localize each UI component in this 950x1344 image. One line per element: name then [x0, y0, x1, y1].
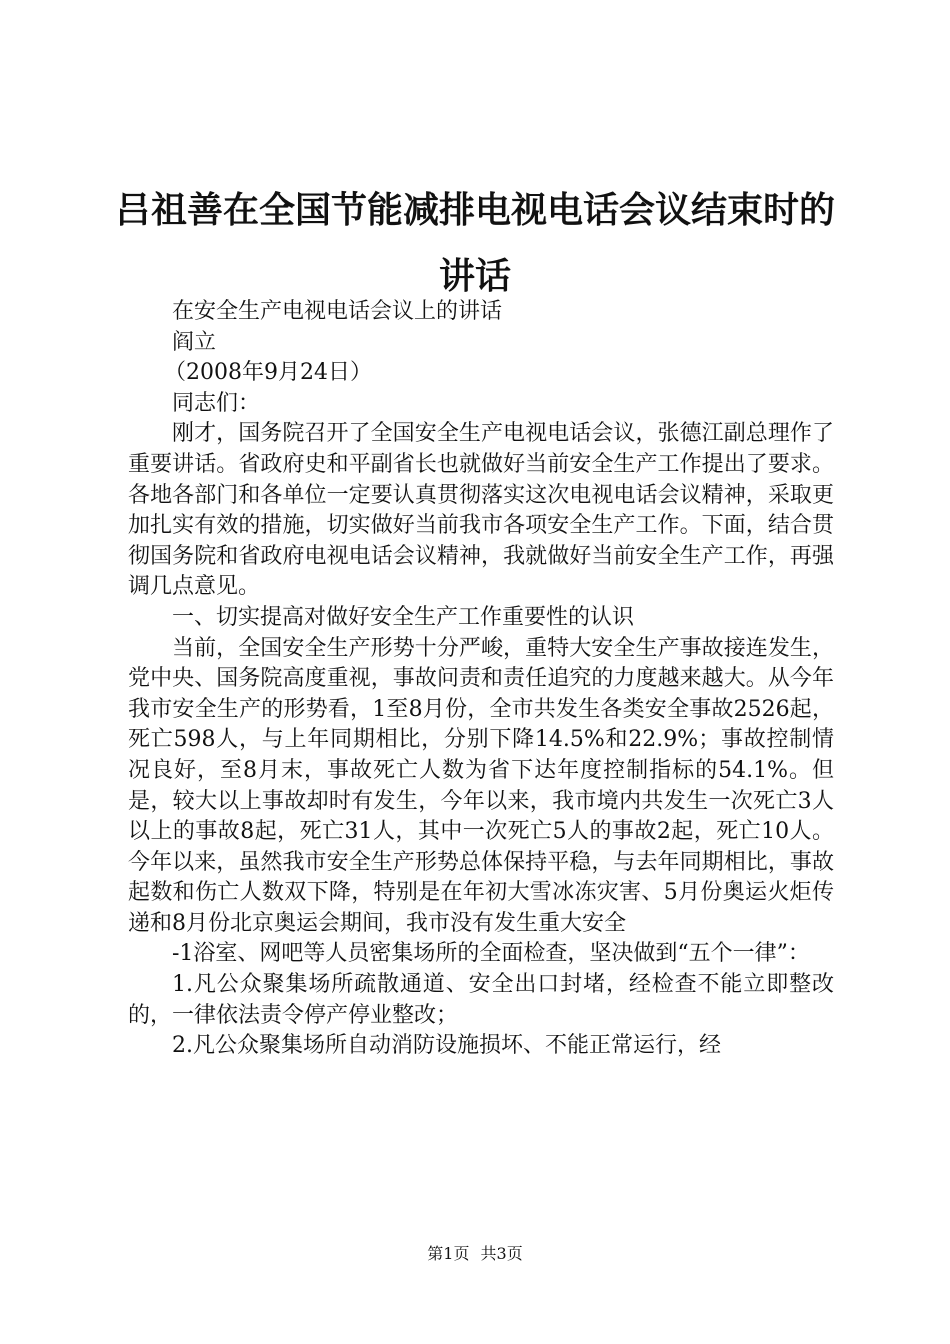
section-heading-1: 一、切实提高对做好安全生产工作重要性的认识: [172, 604, 635, 630]
list-item-1: 1.凡公众聚集场所疏散通道、安全出口封堵，经检查不能立即整改的，一律依法责令停产停业整改；: [128, 972, 834, 1028]
speaker-name: 阎立: [172, 329, 217, 355]
page-number: 第1页: [427, 1244, 470, 1263]
paragraph-situation: 当前，全国安全生产形势十分严峻，重特大安全生产事故接连发生，党中央、国务院高度重视，事故问责和责任追究的力度越来越大。从今年我市安全生产的形势看，1至8月份，全市共发生各类安全事故2526起，死亡598人，与上年同期相比，分别下降14.5%和22.9%；事故控制情况良好，至8月末，事故死亡人数为省下达年度控制指标的54.1%。但是，较大以上事故却时有发生，今年以来，我市境内共发生一次死亡3人以上的事故8起，死亡31人，其中一次死亡5人的事故2起，死亡10人。今年以来，虽然我市安全生产形势总体保持平稳，与去年同期相比，事故起数和伤亡人数双下降，特别是在年初大雪冰冻灾害、5月份奥运火炬传递和8月份北京奥运会期间，我市没有发生重大安全: [128, 635, 834, 936]
page-footer: [0, 1244, 950, 1264]
paragraph-intro: 刚才，国务院召开了全国安全生产电视电话会议，张德江副总理作了重要讲话。省政府史和平副省长也就做好当前安全生产工作提出了要求。各地各部门和各单位一定要认真贯彻落实这次电视电话会议精神，采取更加扎实有效的措施，切实做好当前我市各项安全生产工作。下面，结合贯彻国务院和省政府电视电话会议精神，我就做好当前安全生产工作，再强调几点意见。: [128, 421, 834, 600]
document-title: 吕祖善在全国节能减排电视电话会议结束时的讲话: [114, 190, 835, 297]
list-item-2: 2.凡公众聚集场所自动消防设施损坏、不能正常运行，经: [172, 1033, 721, 1059]
speech-subtitle: 在安全生产电视电话会议上的讲话: [172, 299, 503, 324]
paragraph-inspection: -1浴室、网吧等人员密集场所的全面检查，坚决做到“五个一律”：: [172, 941, 810, 967]
document-body: [128, 297, 834, 1062]
page-total: 共3页: [480, 1244, 523, 1263]
speech-date: （2008年9月24日）: [164, 360, 372, 386]
salutation: 同志们：: [172, 390, 261, 416]
